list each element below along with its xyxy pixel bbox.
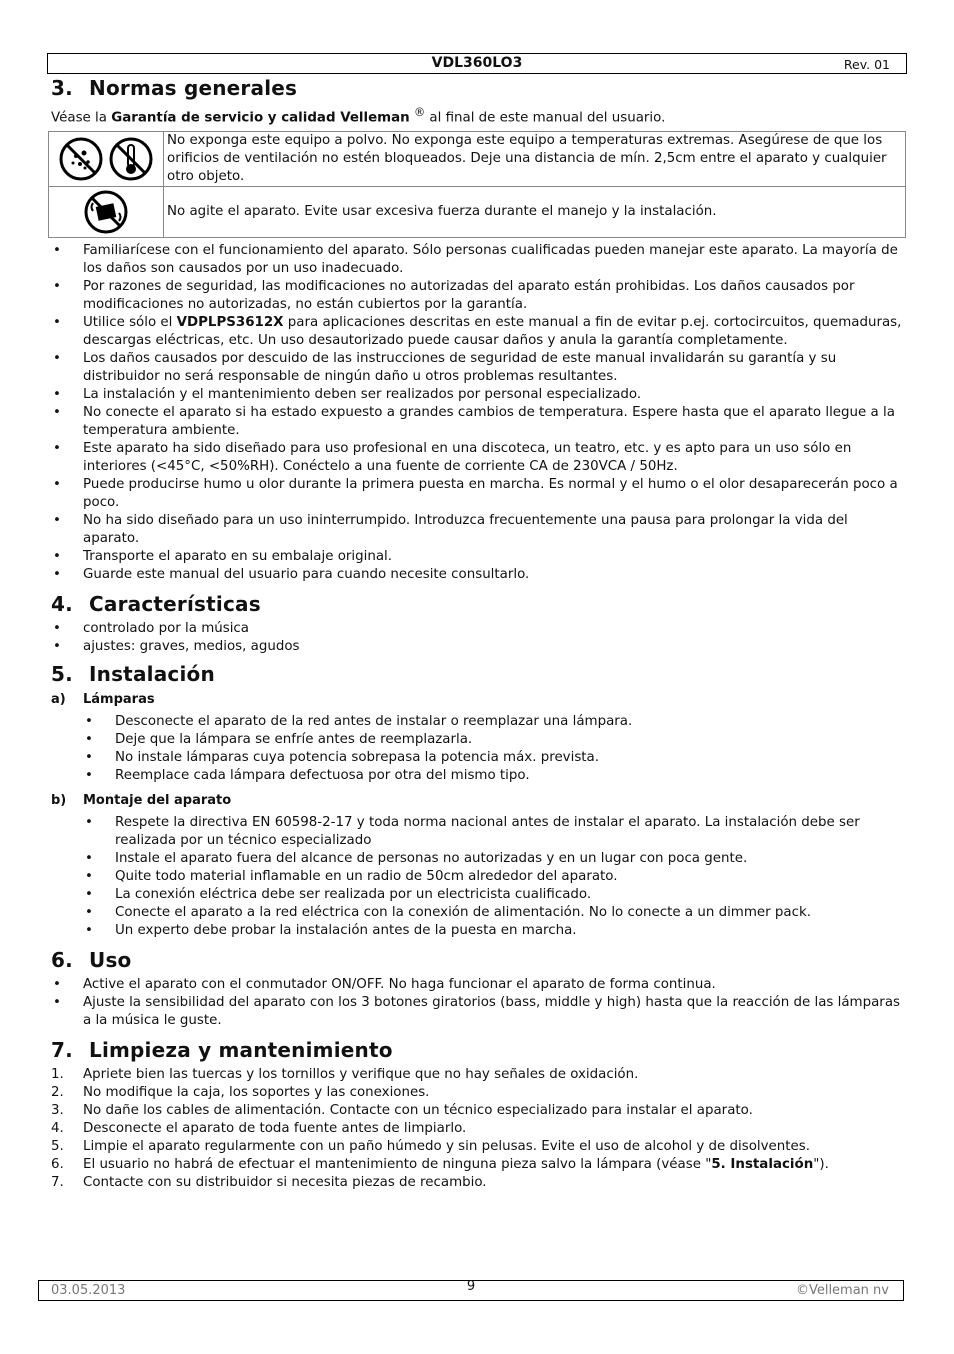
list-item: • Familiarícese con el funcionamiento del aparato. Sólo personas cualificadas pueden manejar este aparato. La mayoría de los daños son causados por un uso inadecuado. — [47, 242, 907, 278]
list-item: • Instale el aparato fuera del alcance de personas no autorizadas y en un lugar con poca gente. — [47, 850, 907, 868]
list-item: • Utilice sólo el VDPLPS3612X para aplicaciones descritas en este manual a fin de evitar p.ej. cortocircuitos, quemaduras, descargas eléctricas, etc. Un uso desautorizado puede causar daños y anula la garantía completamente. — [47, 314, 907, 350]
section-7-heading: 7. Limpieza y mantenimiento — [51, 1038, 393, 1063]
page-footer — [38, 1280, 904, 1301]
list-item: • Conecte el aparato a la red eléctrica con la conexión de alimentación. No lo conecte a un dimmer pack. — [47, 904, 907, 922]
list-item: • No conecte el aparato si ha estado expuesto a grandes cambios de temperatura. Espere hasta que el aparato llegue a la temperatura ambiente. — [47, 404, 907, 440]
list-item: • Reemplace cada lámpara defectuosa por otra del mismo tipo. — [47, 767, 907, 785]
list-item: • No instale lámparas cuya potencia sobrepasa la potencia máx. prevista. — [47, 749, 907, 767]
revision: Rev. 01 — [843, 57, 890, 72]
section-6-heading: 6. Uso — [51, 948, 132, 973]
section-3-heading: 3. Normas generales — [51, 76, 298, 100]
list-item: • Ajuste la sensibilidad del aparato con los 3 botones giratorios (bass, middle y high) hasta que la reacción de las lámparas a la música le guste. — [47, 994, 907, 1030]
page-number: 9 — [466, 1279, 476, 1294]
list-item: • Quite todo material inflamable en un radio de 50cm alrededor del aparato. — [47, 868, 907, 886]
thermometer-prohibited-icon — [108, 136, 154, 182]
list-item: • Active el aparato con el conmutador ON/OFF. No haga funcionar el aparato de forma continua. — [47, 976, 907, 994]
list-item: • ajustes: graves, medios, agudos — [47, 638, 907, 656]
mounting-list — [47, 814, 907, 940]
list-item: • Este aparato ha sido diseñado para uso profesional en una discoteca, un teatro, etc. y es apto para un uso sólo en interiores (<45°C, <50%RH). Conéctelo a una fuente de corriente CA de 230VCA / 50Hz. — [47, 440, 907, 476]
list-item: 3. No dañe los cables de alimentación. Contacte con un técnico especializado para instalar el aparato. — [51, 1103, 753, 1119]
list-item: 1. Apriete bien las tuercas y los tornillos y verifique que no hay señales de oxidación. — [51, 1067, 639, 1083]
list-item: 6. El usuario no habrá de efectuar el mantenimiento de ninguna pieza salvo la lámpara (véase "5. Instalación"). — [51, 1157, 829, 1173]
list-item: • Los daños causados por descuido de las instrucciones de seguridad de este manual invalidarán su garantía y su distribuidor no será responsable de ningún daño u otros problemas resultantes. — [47, 350, 907, 386]
warning-text-1: No exponga este equipo a polvo. No exponga este equipo a temperaturas extremas. Asegúrese de que los orificios de ventilación no estén bloqueados. Deje una distancia de mín. 2,5cm entre el aparato y cualquier otro objeto. — [164, 132, 906, 187]
model-number: VDL360LO3 — [431, 55, 523, 71]
list-item: • Desconecte el aparato de la red antes de instalar o reemplazar una lámpara. — [47, 713, 907, 731]
page — [47, 53, 907, 1192]
list-item: • Guarde este manual del usuario para cuando necesite consultarlo. — [47, 566, 907, 584]
page-header — [47, 53, 907, 74]
footer-date: 03.05.2013 — [51, 1283, 126, 1298]
footer-copyright: ©Velleman nv — [795, 1283, 889, 1298]
list-item: • Por razones de seguridad, las modificaciones no autorizadas del aparato están prohibidas. Los daños causados por modificaciones no autorizadas, no están cubiertos por la garantía. — [47, 278, 907, 314]
section-4-heading: 4. Características — [51, 592, 261, 617]
list-item: • Transporte el aparato en su embalaje original. — [47, 548, 907, 566]
subsection-b-heading: b) Montaje del aparato — [51, 793, 232, 809]
section-4-list — [47, 620, 907, 656]
section-5-heading: 5. Instalación — [51, 662, 215, 687]
warning-text-2: No agite el aparato. Evite usar excesiva fuerza durante el manejo y la instalación. — [164, 187, 906, 238]
list-item: • La conexión eléctrica debe ser realizada por un electricista cualificado. — [47, 886, 907, 904]
shake-icon-cell — [49, 187, 164, 238]
list-item: 2. No modifique la caja, los soportes y las conexiones. — [51, 1085, 430, 1101]
section-3-list — [47, 242, 907, 584]
dust-prohibited-icon — [58, 136, 104, 182]
list-item: • Puede producirse humo u olor durante la primera puesta en marcha. Es normal y el humo o el olor desaparecerán poco a poco. — [47, 476, 907, 512]
list-item: • controlado por la música — [47, 620, 907, 638]
section-7-list — [47, 1066, 907, 1192]
lamps-list — [47, 713, 907, 785]
list-item: • Deje que la lámpara se enfríe antes de reemplazarla. — [47, 731, 907, 749]
section-6-list — [47, 976, 907, 1030]
no-shaking-icon — [83, 189, 129, 235]
list-item: • Respete la directiva EN 60598-2-17 y toda norma nacional antes de instalar el aparato. La instalación debe ser realizada por un técnico especializado — [47, 814, 907, 850]
subsection-a-heading: a) Lámparas — [51, 692, 155, 708]
warning-table — [48, 131, 906, 238]
list-item: • Un experto debe probar la instalación antes de la puesta en marcha. — [47, 922, 907, 940]
warning-icons-cell — [49, 132, 164, 187]
warranty-intro: Véase la Garantía de servicio y calidad Velleman ® al final de este manual del usuario. — [51, 106, 666, 126]
list-item: • La instalación y el mantenimiento deben ser realizados por personal especializado. — [47, 386, 907, 404]
list-item: • No ha sido diseñado para un uso ininterrumpido. Introduzca frecuentemente una pausa para prolongar la vida del aparato. — [47, 512, 907, 548]
list-item: 5. Limpie el aparato regularmente con un paño húmedo y sin pelusas. Evite el uso de alcohol y de disolventes. — [51, 1139, 811, 1155]
list-item: 4. Desconecte el aparato de toda fuente antes de limpiarlo. — [51, 1121, 467, 1137]
list-item: 7. Contacte con su distribuidor si necesita piezas de recambio. — [51, 1175, 487, 1191]
